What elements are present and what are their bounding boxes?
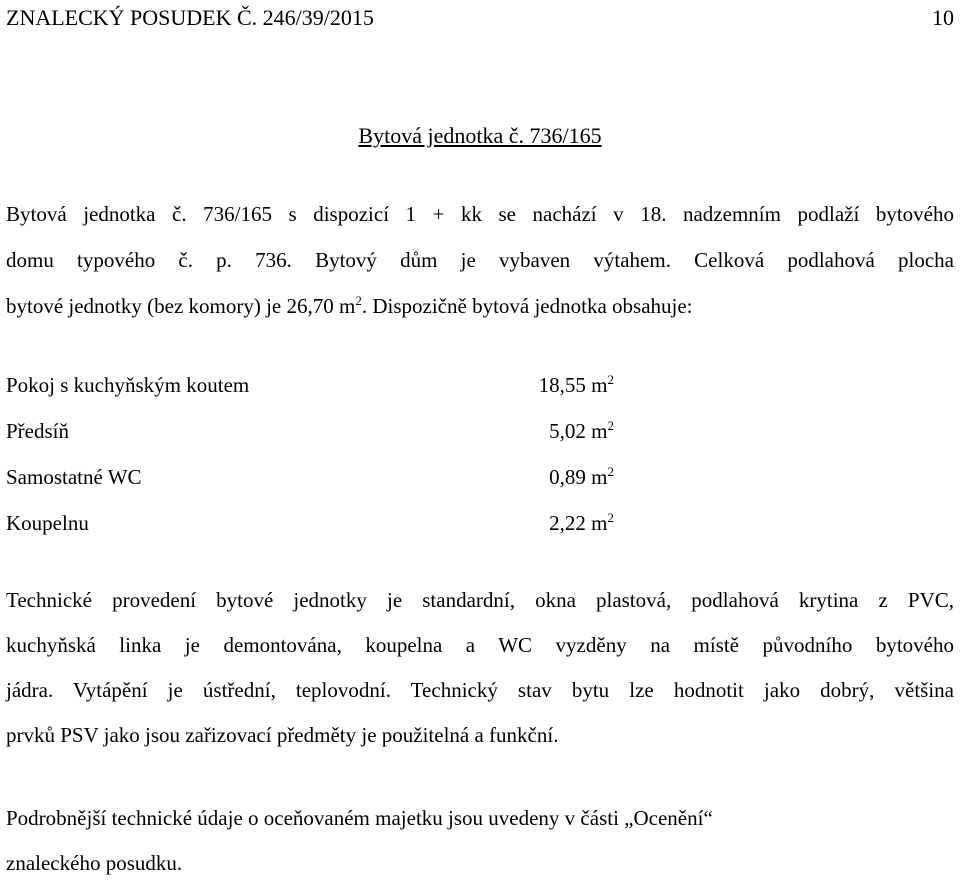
room-area-value: 5,02 m (549, 419, 608, 443)
details-line: Podrobnější technické údaje o oceňovaném majetku jsou uvedeny v části „Ocenění“ (6, 806, 713, 830)
room-name: Předsíň (6, 419, 69, 443)
intro-line: domu typového č. p. 736. Bytový dům je vybaven výtahem. Celková podlahová plocha (6, 248, 954, 272)
technical-line: jádra. Vytápění je ústřední, teplovodní. Technický stav bytu lze hodnotit jako dobrý, většina (6, 678, 954, 702)
room-row (6, 454, 626, 500)
room-row (6, 500, 626, 546)
details-line: znaleckého posudku. (6, 851, 183, 875)
room-name: Pokoj s kuchyňským koutem (6, 373, 250, 397)
document-header-title: ZNALECKÝ POSUDEK Č. 246/39/2015 (6, 5, 374, 30)
room-area (549, 408, 614, 454)
details-paragraph (6, 796, 954, 886)
page-number: 10 (932, 5, 954, 30)
intro-line: Bytová jednotka č. 736/165 s dispozicí 1 + kk se nachází v 18. nadzemním podlaží bytového (6, 202, 954, 226)
unit-superscript: 2 (355, 293, 362, 308)
unit-superscript: 2 (607, 418, 614, 433)
room-area-value: 0,89 m (549, 465, 608, 489)
room-area (539, 362, 614, 408)
unit-superscript: 2 (607, 464, 614, 479)
unit-superscript: 2 (607, 510, 614, 525)
technical-line: kuchyňská linka je demontována, koupelna a WC vyzděny na místě původního bytového (6, 633, 954, 657)
intro-paragraph (6, 191, 954, 329)
section-title: Bytová jednotka č. 736/165 (358, 123, 602, 148)
intro-text: bytové jednotky (bez komory) je 26,70 m (6, 294, 356, 318)
intro-line (6, 283, 954, 329)
room-name: Samostatné WC (6, 465, 142, 489)
technical-line: prvků PSV jako jsou zařizovací předměty je použitelná a funkční. (6, 723, 559, 747)
room-name: Koupelnu (6, 511, 89, 535)
intro-text: . Dispozičně bytová jednotka obsahuje: (361, 294, 693, 318)
technical-paragraph (6, 578, 954, 758)
room-row (6, 408, 626, 454)
technical-line: Technické provedení bytové jednotky je standardní, okna plastová, podlahová krytina z PVC, (6, 588, 954, 612)
unit-superscript: 2 (607, 372, 614, 387)
room-area (549, 454, 614, 500)
room-area-value: 2,22 m (549, 511, 608, 535)
room-area (549, 500, 614, 546)
room-area-value: 18,55 m (538, 373, 608, 397)
room-list (6, 362, 626, 546)
room-row (6, 362, 626, 408)
